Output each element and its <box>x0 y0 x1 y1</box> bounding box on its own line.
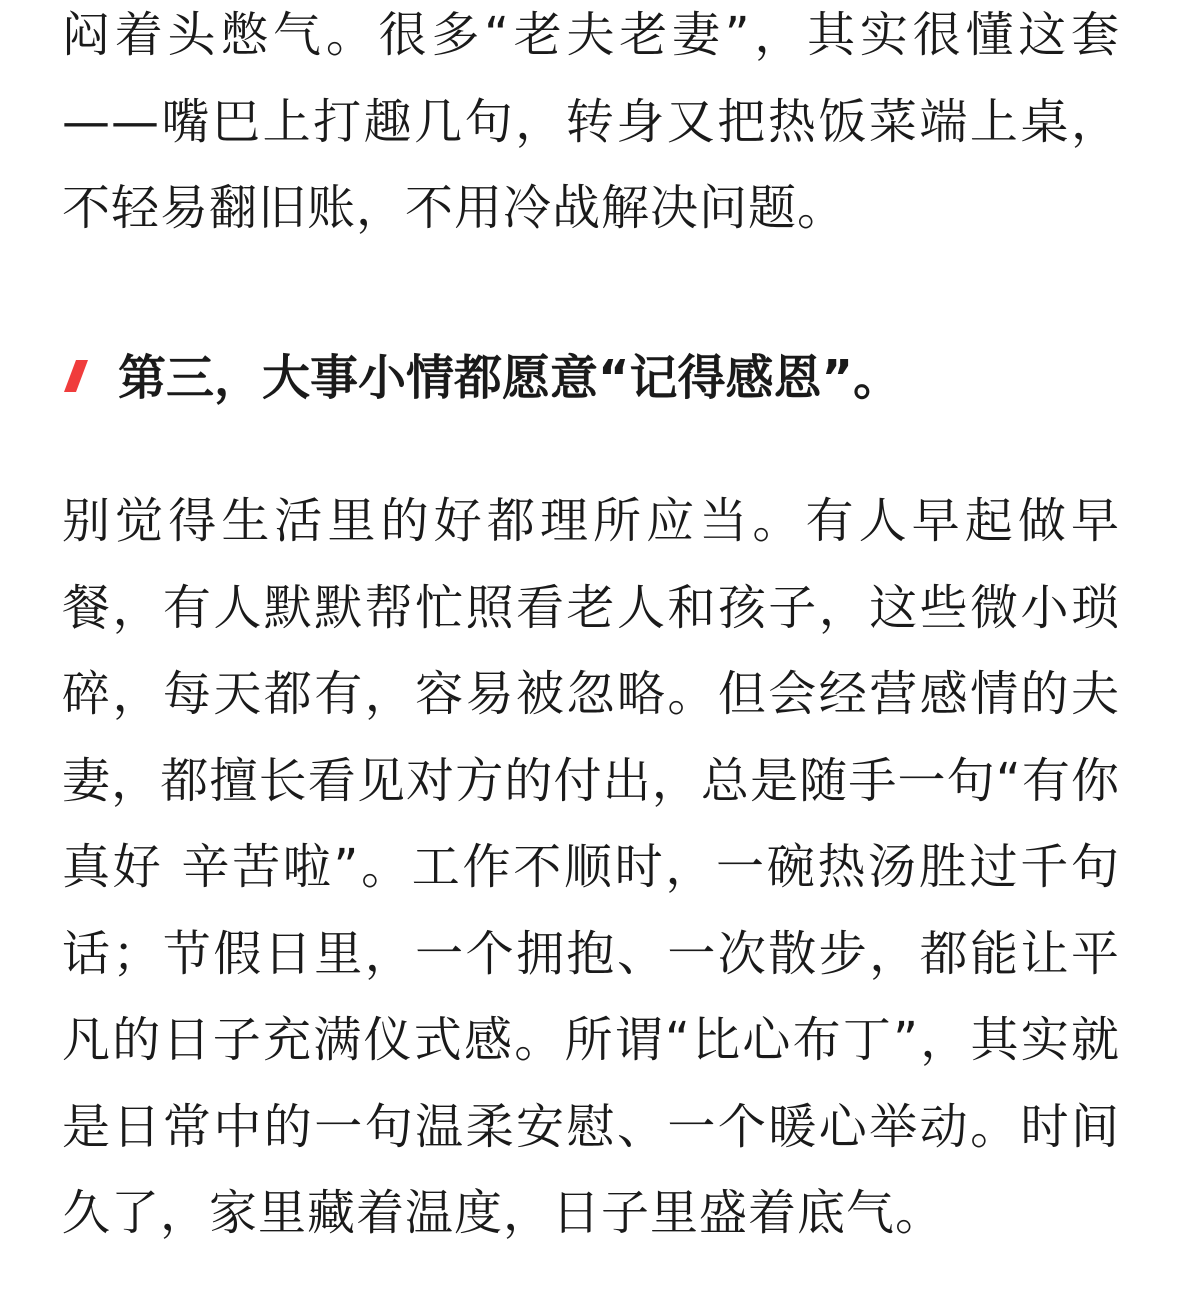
paragraph-gratitude: 别觉得生活里的好都理所应当。有人早起做早餐，有人默默帮忙照看老人和孩子，这些微小琐碎，每天都有，容易被忽略。但会经营感情的夫妻，都擅长看见对方的付出，总是随手一句“有你真好 辛苦啦”。工作不顺时，一碗热汤胜过千句话；节假日里，一个拥抱、一次散步，都能让平凡的日子充满仪式感。所谓“比心布丁”，其实就是日常中的一句温柔安慰、一个暖心举动。时间久了，家里藏着温度，日子里盛着底气。 <box>62 493 1120 1241</box>
section-heading <box>62 333 1120 413</box>
paragraph-intro: 闷着头憋气。很多“老夫老妻”，其实很懂这套——嘴巴上打趣几句，转身又把热饭菜端上桌，不轻易翻旧账，不用冷战解决问题。 <box>62 7 1120 236</box>
section-heading-text: 第三，大事小情都愿意“记得感恩”。 <box>118 349 902 406</box>
red-slash-marker-icon <box>62 338 88 408</box>
